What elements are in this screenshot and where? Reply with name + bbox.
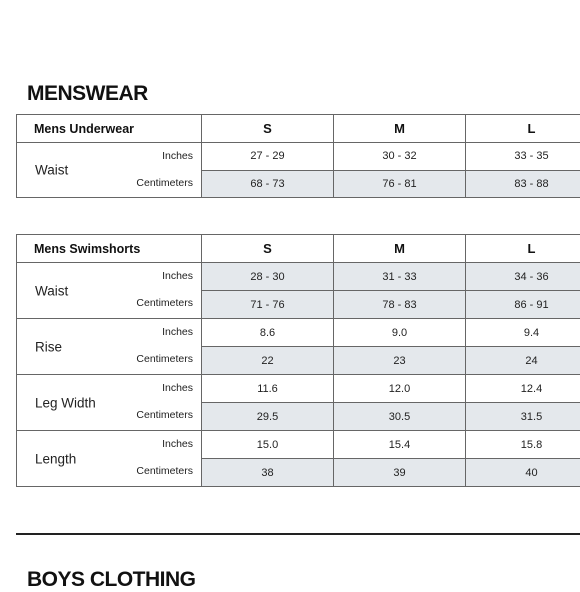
unit-label-inches: Inches — [162, 326, 193, 338]
unit-label-inches: Inches — [162, 150, 193, 162]
value-cell: 15.0 — [202, 431, 334, 459]
unit-label-centimeters: Centimeters — [136, 465, 193, 477]
value-cell: 33 - 35 — [466, 143, 580, 171]
table-title: Mens Underwear — [17, 115, 202, 143]
value-cell: 83 - 88 — [466, 170, 580, 198]
value-cell: 28 - 30 — [202, 263, 334, 291]
measure-name: Length — [35, 451, 76, 466]
value-cell: 30 - 32 — [334, 143, 466, 171]
value-cell: 9.4 — [466, 319, 580, 347]
value-cell: 31.5 — [466, 403, 580, 431]
value-cell: 38 — [202, 459, 334, 487]
value-cell: 68 - 73 — [202, 170, 334, 198]
unit-label-inches: Inches — [162, 382, 193, 394]
unit-label-centimeters: Centimeters — [136, 409, 193, 421]
table-header-row — [17, 235, 580, 263]
value-cell: 29.5 — [202, 403, 334, 431]
table-row — [17, 431, 580, 459]
value-cell: 34 - 36 — [466, 263, 580, 291]
measure-name: Leg Width — [35, 395, 96, 410]
unit-label-centimeters: Centimeters — [136, 177, 193, 189]
value-cell: 76 - 81 — [334, 170, 466, 198]
table-row — [17, 143, 580, 171]
value-cell: 15.8 — [466, 431, 580, 459]
swimshorts-size-table — [16, 234, 580, 487]
value-cell: 23 — [334, 347, 466, 375]
unit-label-inches: Inches — [162, 270, 193, 282]
underwear-size-table — [16, 114, 580, 198]
value-cell: 12.0 — [334, 375, 466, 403]
size-header-l: L — [466, 235, 580, 263]
value-cell: 71 - 76 — [202, 291, 334, 319]
value-cell: 27 - 29 — [202, 143, 334, 171]
table-header-row — [17, 115, 580, 143]
value-cell: 15.4 — [334, 431, 466, 459]
unit-label-centimeters: Centimeters — [136, 297, 193, 309]
measure-name: Rise — [35, 339, 62, 354]
size-header-l: L — [466, 115, 580, 143]
size-header-s: S — [202, 115, 334, 143]
value-cell: 12.4 — [466, 375, 580, 403]
table-row — [17, 263, 580, 291]
measure-label-cell — [17, 319, 202, 375]
value-cell: 39 — [334, 459, 466, 487]
value-cell: 22 — [202, 347, 334, 375]
value-cell: 24 — [466, 347, 580, 375]
value-cell: 11.6 — [202, 375, 334, 403]
value-cell: 8.6 — [202, 319, 334, 347]
table-row — [17, 319, 580, 347]
measure-label-cell — [17, 431, 202, 487]
measure-label-cell — [17, 375, 202, 431]
measure-label-cell — [17, 263, 202, 319]
section-title: MENSWEAR — [27, 82, 148, 106]
value-cell: 86 - 91 — [466, 291, 580, 319]
value-cell: 40 — [466, 459, 580, 487]
size-header-s: S — [202, 235, 334, 263]
value-cell: 78 - 83 — [334, 291, 466, 319]
measure-name: Waist — [35, 283, 68, 298]
size-header-m: M — [334, 115, 466, 143]
measure-label-cell — [17, 143, 202, 198]
measure-name: Waist — [35, 163, 68, 178]
next-section-title: BOYS CLOTHING — [27, 568, 196, 592]
value-cell: 9.0 — [334, 319, 466, 347]
section-divider — [16, 533, 580, 535]
unit-label-inches: Inches — [162, 438, 193, 450]
value-cell: 30.5 — [334, 403, 466, 431]
unit-label-centimeters: Centimeters — [136, 353, 193, 365]
table-row — [17, 375, 580, 403]
table-title: Mens Swimshorts — [17, 235, 202, 263]
size-header-m: M — [334, 235, 466, 263]
value-cell: 31 - 33 — [334, 263, 466, 291]
